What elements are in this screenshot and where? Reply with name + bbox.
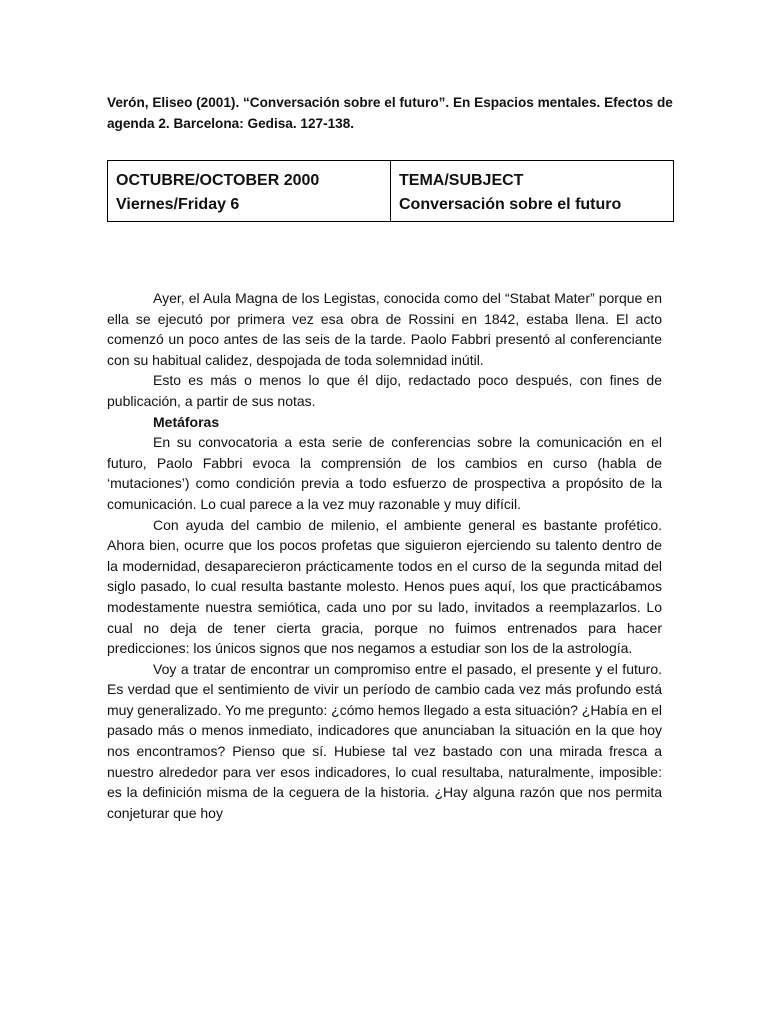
date-cell bbox=[108, 161, 391, 221]
paragraph-2: Esto es más o menos lo que él dijo, redactado poco después, con fines de publicación, a partir de sus notas. bbox=[107, 372, 662, 409]
paragraph-1: Ayer, el Aula Magna de los Legistas, conocida como del “Stabat Mater” porque en ella se ejecutó por primera vez esa obra de Rossini en 1842, estaba llena. El acto comenzó un poco antes de las seis de la tarde. Paolo Fabbri presentó al conferenciante con su habitual calidez, despojada de toda solemnidad inútil. bbox=[107, 290, 662, 368]
body-text bbox=[107, 288, 662, 823]
month-label: OCTUBRE/OCTOBER 2000 bbox=[116, 172, 320, 189]
paragraph-4: Con ayuda del cambio de milenio, el ambiente general es bastante profético. Ahora bien, ocurre que los pocos profetas que siguieron ejerciendo su talento dentro de la modernidad, desaparecieron prácticamente todos en el curso de la segunda mitad del siglo pasado, lo cual resulta bastante molesto. Henos pues aquí, los que practicábamos modestamente nuestra semiótica, cada uno por su lado, invitados a reemplazarlos. Lo cual no deja de tener cierta gracia, porque no fuimos entrenados para hacer predicciones: los únicos signos que nos negamos a estudiar son los de la astrología. bbox=[107, 516, 662, 657]
date-subject-table bbox=[107, 160, 674, 222]
section-heading-metaforas: Metáforas bbox=[153, 413, 220, 430]
paragraph-3: En su convocatoria a esta serie de conferencias sobre la comunicación en el futuro, Paolo Fabbri evoca la comprensión de los cambios en curso (habla de ‘mutaciones’) como condición previa a todo esfuerzo de prospectiva a propósito de la comunicación. Lo cual parece a la vez muy razonable y muy difícil. bbox=[107, 434, 662, 512]
paragraph-5: Voy a tratar de encontrar un compromiso entre el pasado, el presente y el futuro. Es verdad que el sentimiento de vivir un período de cambio cada vez más profundo está muy generalizado. Yo me pregunto: ¿cómo hemos llegado a esta situación? ¿Había en el pasado más o menos inmediato, indicadores que anunciaban la situación en la que hoy nos encontramos? Pienso que sí. Hubiese tal vez bastado con una mirada fresca a nuestro alrededor para ver esos indicadores, lo cual resultaba, naturalmente, imposible: es la definición misma de la ceguera de la historia. ¿Hay alguna razón que nos permita conjeturar que hoy bbox=[107, 660, 662, 821]
subject-title: Conversación sobre el futuro bbox=[399, 196, 622, 213]
subject-heading: TEMA/SUBJECT bbox=[399, 172, 524, 189]
citation-reference: Verón, Eliseo (2001). “Conversación sobre el futuro”. En Espacios mentales. Efectos de agenda 2. Barcelona: Gedisa. 127-138. bbox=[107, 95, 673, 131]
day-label: Viernes/Friday 6 bbox=[116, 196, 240, 213]
subject-cell bbox=[391, 161, 673, 221]
